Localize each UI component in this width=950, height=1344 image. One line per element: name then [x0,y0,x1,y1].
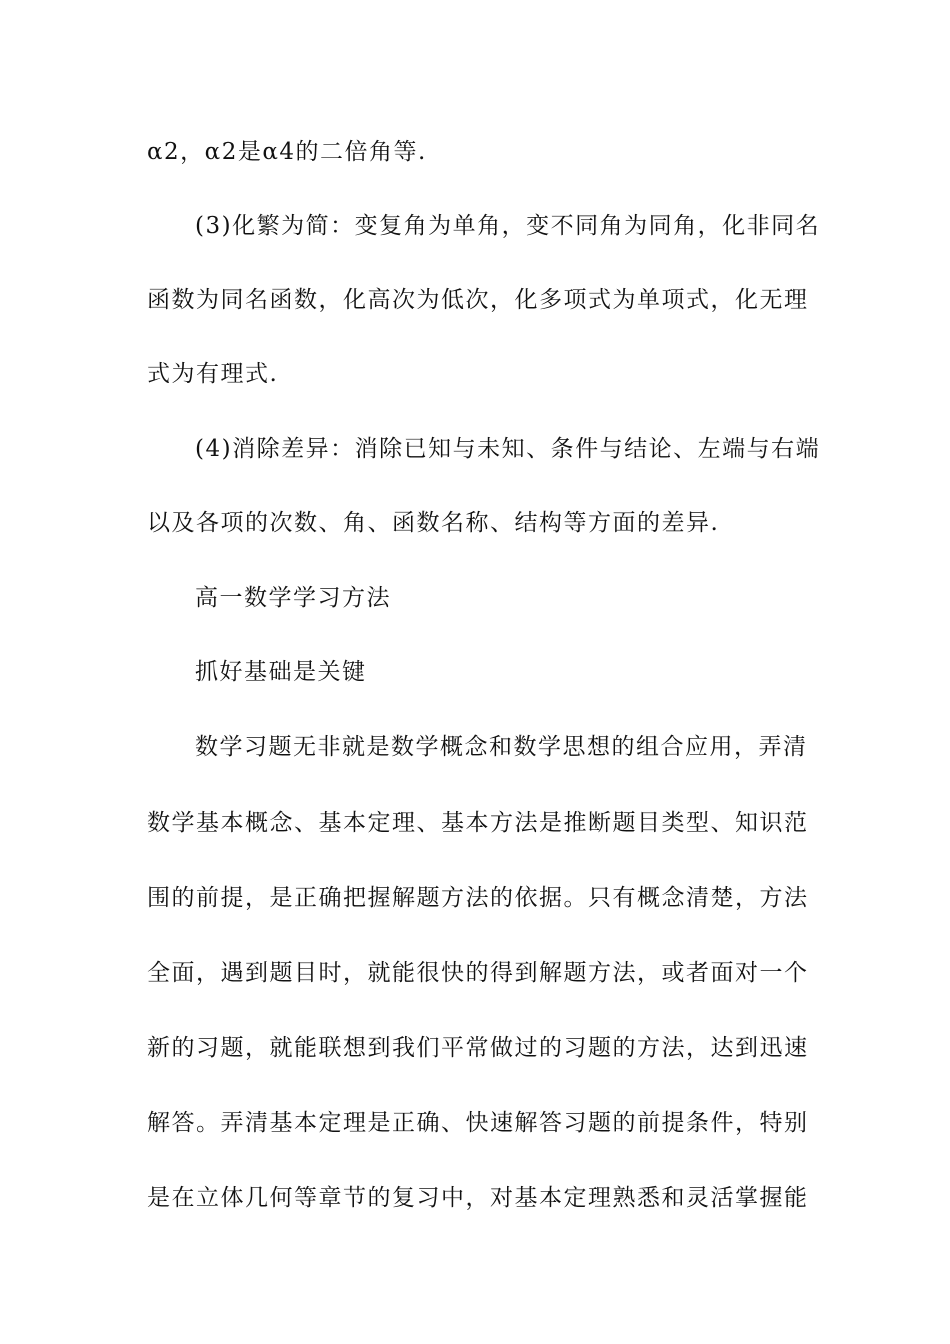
text-line: 式为有理式. [147,361,279,387]
text-line: 围的前提，是正确把握解题方法的依据。只有概念清楚，方法 [147,885,809,911]
text-line: 解答。弄清基本定理是正确、快速解答习题的前提条件，特别 [147,1110,809,1136]
text-line: 以及各项的次数、角、函数名称、结构等方面的差异. [147,510,720,536]
text-line: 函数为同名函数，化高次为低次，化多项式为单项式，化无理 [147,287,809,313]
paragraph-line: 数学习题无非就是数学概念和数学思想的组合应用，弄清 [195,734,808,760]
paragraph-line: (4)消除差异：消除已知与未知、条件与结论、左端与右端 [195,436,821,462]
section-heading: 高一数学学习方法 [195,585,391,611]
paragraph-line: (3)化繁为简：变复角为单角，变不同角为同角，化非同名 [195,213,821,239]
text-line: 全面，遇到题目时，就能很快的得到解题方法，或者面对一个 [147,960,809,986]
text-line: 数学基本概念、基本定理、基本方法是推断题目类型、知识范 [147,810,809,836]
text-line: α2，α2是α4的二倍角等. [147,139,427,165]
subsection-heading: 抓好基础是关键 [195,659,367,685]
text-line: 是在立体几何等章节的复习中，对基本定理熟悉和灵活掌握能 [147,1185,809,1211]
text-line: 新的习题，就能联想到我们平常做过的习题的方法，达到迅速 [147,1035,809,1061]
